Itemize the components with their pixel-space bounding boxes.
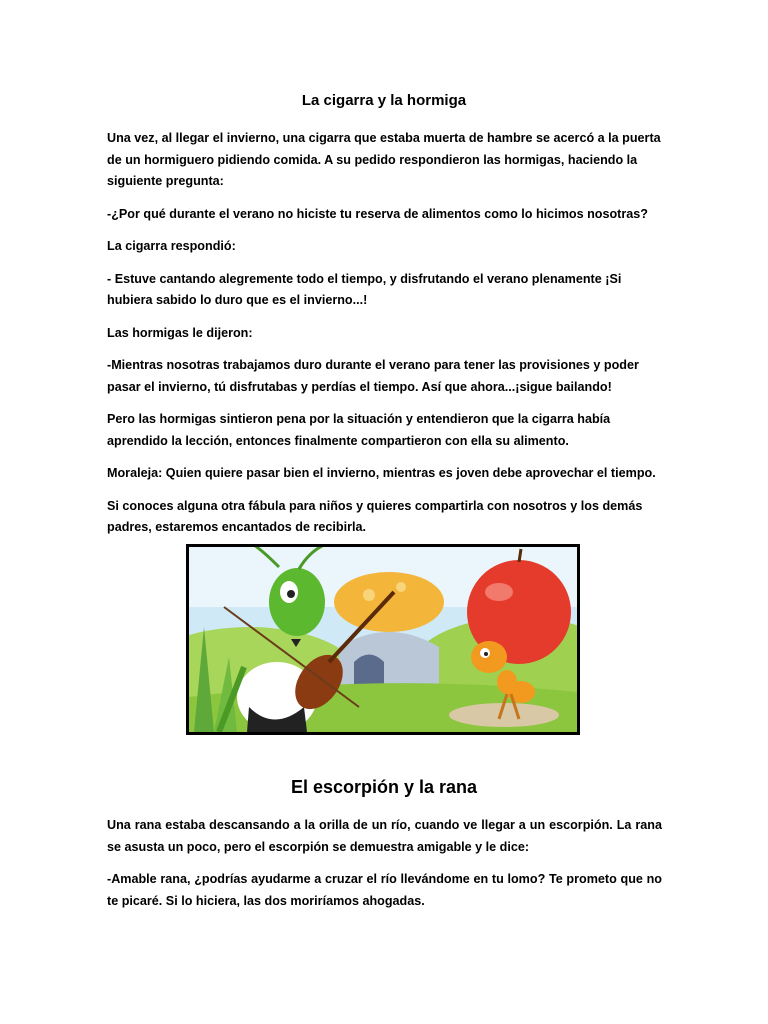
- fable-title-cigarra: La cigarra y la hormiga: [301, 92, 467, 109]
- fable-illustration: [186, 544, 580, 735]
- paragraph: Las hormigas le dijeron:: [107, 325, 253, 340]
- fable-escorpion-body: [107, 815, 662, 923]
- moral-paragraph: Moraleja: Quien quiere pasar bien el invierno, mientras es joven debe aprovechar el tiempo.: [107, 466, 656, 480]
- paragraph: Una rana estaba descansando a la orilla de un río, cuando ve llegar a un escorpión. La rana se asusta un poco, pero el escorpión se demuestra amigable y le dice:: [107, 818, 662, 854]
- paragraph: -¿Por qué durante el verano no hiciste tu reserva de alimentos como lo hicimos nosotras?: [107, 206, 648, 221]
- paragraph: Si conoces alguna otra fábula para niños y quieres compartirla con nosotros y los demás padres, estaremos encantados de recibirla.: [107, 498, 643, 534]
- paragraph: -Amable rana, ¿podrías ayudarme a cruzar el río llevándome en tu lomo? Te prometo que no te picaré. Si lo hiciera, las dos moriríamos ahogadas.: [107, 872, 662, 908]
- fable-cigarra-body: [107, 128, 662, 550]
- paragraph: -Mientras nosotras trabajamos duro durante el verano para tener las provisiones y poder pasar el invierno, tú disfrutabas y perdías el tiempo. Así que ahora...¡sigue bailando!: [107, 358, 639, 394]
- paragraph: Una vez, al llegar el invierno, una cigarra que estaba muerta de hambre se acercó a la puerta de un hormiguero pidiendo comida. A su pedido respondieron las hormigas, haciendo la siguiente pregunta:: [107, 131, 661, 188]
- paragraph: La cigarra respondió:: [107, 239, 236, 253]
- paragraph: Pero las hormigas sintieron pena por la situación y entendieron que la cigarra había aprendido la lección, entonces finalmente compartieron con ella su alimento.: [107, 412, 611, 448]
- cricket-and-ant-illustration: [189, 547, 577, 732]
- paragraph: - Estuve cantando alegremente todo el tiempo, y disfrutando el verano plenamente ¡Si hubiera sabido lo duro que es el invierno...!: [107, 271, 622, 307]
- fable-title-escorpion: El escorpión y la rana: [290, 777, 478, 797]
